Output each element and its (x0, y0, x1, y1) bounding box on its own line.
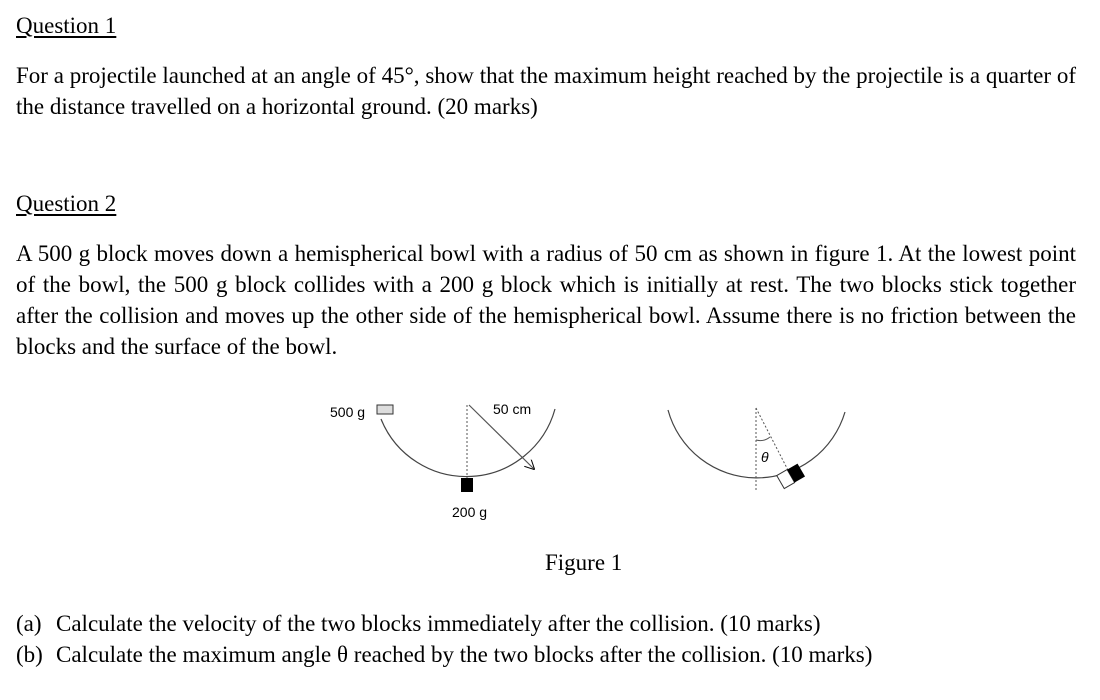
left-bowl-arc (381, 409, 555, 477)
label-500g: 500 g (330, 404, 366, 420)
block-500g-start (377, 405, 393, 414)
label-200g: 200 g (452, 504, 488, 520)
label-50cm: 50 cm (493, 401, 532, 417)
question-2-text: A 500 g block moves down a hemispherical bowl with a radius of 50 cm as shown in figure 1. At the lowest point of the bowl, the 500 g block collides with a 200 g block which is initially at rest. The two blocks stick together after the collision and moves up the other side of the hemispherical bowl. Assume there is no friction between the blocks and the surface of the bowl. (16, 241, 1076, 359)
left-bowl-group (330, 401, 555, 520)
right-bowl-group (668, 408, 845, 490)
part-a-text: Calculate the velocity of the two blocks immediately after the collision. (10 marks) (56, 611, 821, 636)
question-2-heading: Question 2 (16, 191, 117, 216)
part-a-label: (a) (16, 611, 42, 636)
part-a (16, 611, 821, 637)
question-1-text: For a projectile launched at an angle of 45°, show that the maximum height reached by the projectile is a quarter of the distance travelled on a horizontal ground. (20 marks) (16, 63, 1076, 119)
part-b (16, 642, 872, 668)
block-200g (461, 478, 473, 492)
part-b-text: Calculate the maximum angle θ reached by the two blocks after the collision. (10 marks) (56, 642, 873, 667)
figure-caption: Figure 1 (545, 550, 623, 575)
label-theta: θ (761, 449, 769, 465)
question-1-heading: Question 1 (16, 13, 117, 38)
part-b-label: (b) (16, 642, 43, 667)
theta-arc (756, 437, 770, 441)
